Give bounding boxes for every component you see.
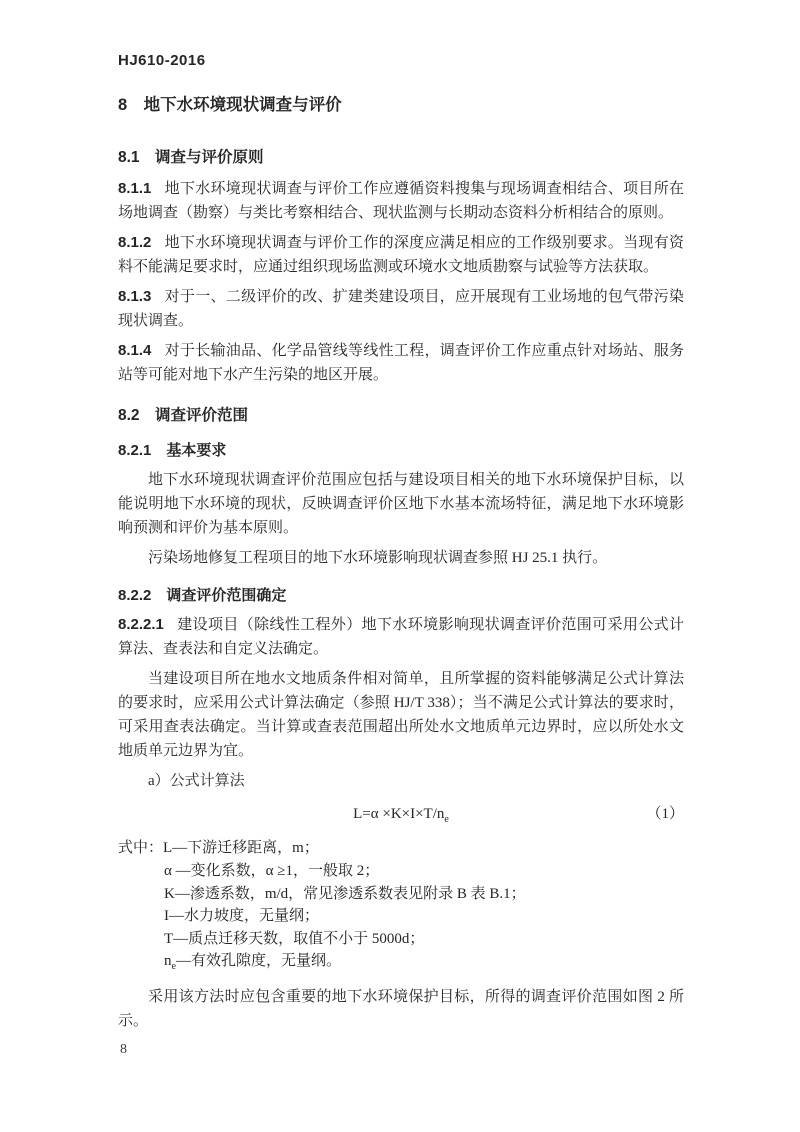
clause-text: 对于一、二级评价的改、扩建类建设项目，应开展现有工业场地的包气带污染现状调查。 — [118, 289, 684, 329]
paragraph-method-selection: 当建设项目所在地水文地质条件相对简单，且所掌握的资料能够满足公式计算法的要求时，应采用公式计算法确定（参照 HJ/T 338）；当不满足公式计算法的要求时，可采用查表法确定。当计算或查表范围超出所处水文地质单元边界时，应以所处水文地质单元边界为宜。 — [118, 671, 684, 759]
where-label: 式中： — [118, 840, 164, 856]
section-8-1-heading: 8.1 调查与评价原则 — [118, 149, 264, 166]
clause-number: 8.1.4 — [118, 342, 152, 359]
clause-8-1-1 — [118, 177, 684, 225]
paragraph-remediation-reference: 污染场地修复工程项目的地下水环境影响现状调查参照 HJ 25.1 执行。 — [148, 550, 608, 566]
page-number: 8 — [120, 1042, 127, 1057]
standard-code-header: HJ610-2016 — [118, 52, 206, 69]
symbol-ne-subscript: e — [171, 961, 176, 972]
formula-1 — [118, 801, 684, 833]
clause-8-2-2-1 — [118, 613, 684, 661]
clause-number: 8.1.3 — [118, 288, 152, 305]
clause-text: 地下水环境现状调查与评价工作应遵循资料搜集与现场调查相结合、项目所在场地调查（勘察）与类比考察相结合、现状监测与长期动态资料分析相结合的原则。 — [118, 181, 684, 221]
formula-subscript: e — [444, 814, 449, 825]
clause-8-1-3 — [118, 285, 684, 333]
chapter-heading: 8 地下水环境现状调查与评价 — [118, 96, 342, 114]
symbol-item-ne: $n_e—$有效孔隙度，无量纲。 — [164, 953, 341, 972]
symbol-definition-list — [118, 860, 684, 979]
clause-text: 对于长输油品、化学品管线等线性工程，调查评价工作应重点针对场站、服务站等可能对地下水产生污染的地区开展。 — [118, 343, 684, 383]
symbol-item-alpha: α —变化系数，α ≥1，一般取 2； — [164, 863, 380, 879]
symbol-item-L: L—下游迁移距离，m； — [163, 840, 319, 856]
clause-number: 8.2.2.1 — [118, 616, 164, 633]
section-8-2-heading: 8.2 调查评价范围 — [118, 407, 249, 424]
formula-number: （1） — [646, 806, 684, 822]
list-item-formula-method: a）公式计算法 — [148, 773, 245, 789]
page-content — [118, 52, 684, 1039]
section-8-2-2-heading: 8.2.2 调查评价范围确定 — [118, 587, 287, 604]
paragraph-basic-requirement: 地下水环境现状调查评价范围应包括与建设项目相关的地下水环境保护目标，以能说明地下水环境的现状，反映调查评价区地下水基本流场特征，满足地下水环境影响预测和评价为基本原则。 — [118, 472, 684, 536]
clause-number: 8.1.1 — [118, 180, 152, 197]
clause-8-1-2 — [118, 231, 684, 279]
section-8-2-1-heading: 8.2.1 基本要求 — [118, 442, 227, 459]
clause-8-1-4 — [118, 339, 684, 387]
clause-text: 地下水环境现状调查与评价工作的深度应满足相应的工作级别要求。当现有资料不能满足要求时，应通过组织现场监测或环境水文地质勘察与试验等方法获取。 — [118, 235, 684, 275]
clause-number: 8.1.2 — [118, 234, 152, 251]
symbol-item-I: I—水力坡度，无量纲； — [164, 908, 319, 924]
formula-where-line — [118, 837, 684, 860]
formula-equation: $L=\alpha \times K\times I\times T/n_e$ — [353, 806, 449, 825]
clause-text: 建设项目（除线性工程外）地下水环境影响现状调查评价范围可采用公式计算法、查表法和自定义法确定。 — [118, 617, 684, 657]
paragraph-closing-note: 采用该方法时应包含重要的地下水环境保护目标，所得的调查评价范围如图 2 所示。 — [118, 988, 684, 1029]
symbol-item-T: T—质点迁移天数，取值不小于 5000d； — [164, 930, 425, 947]
symbol-item-K: K—渗透系数，m/d，常见渗透系数表见附录 B 表 B.1； — [164, 885, 526, 902]
